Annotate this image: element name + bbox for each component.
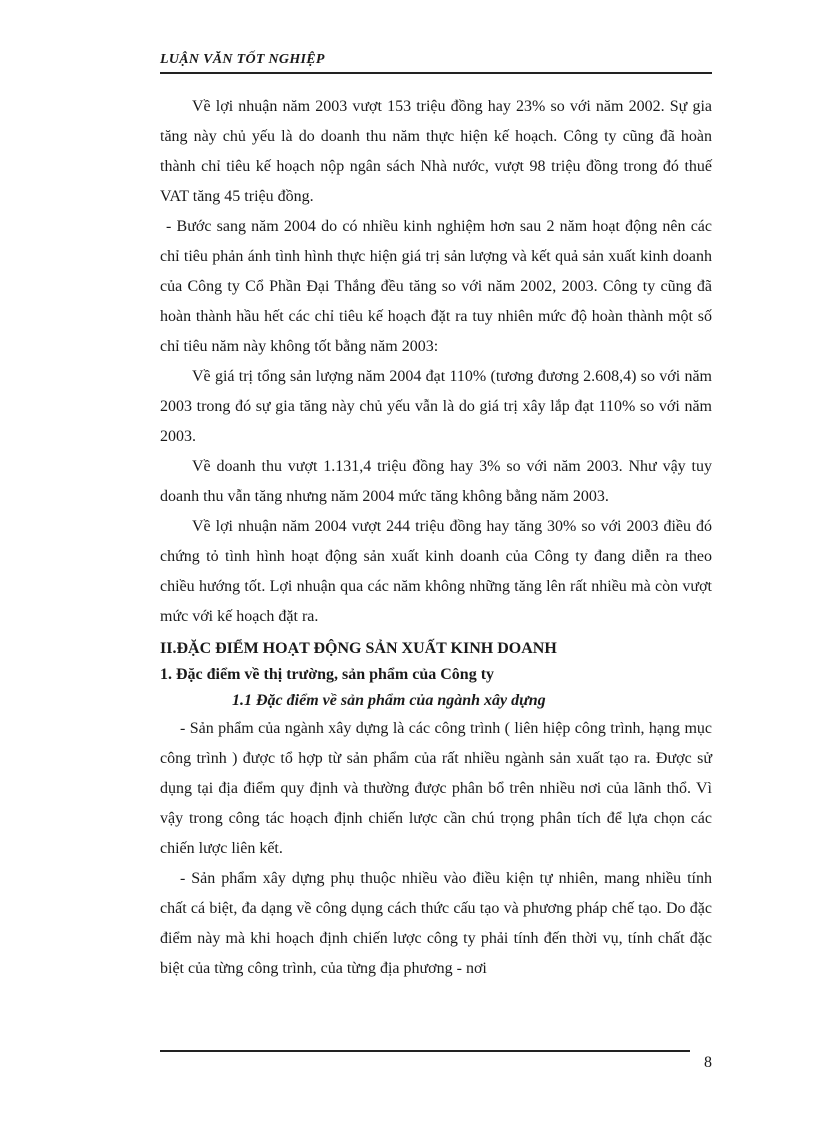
section-heading: II.ĐẶC ĐIỂM HOẠT ĐỘNG SẢN XUẤT KINH DOANH — [160, 640, 557, 657]
subsubsection-heading: 1.1 Đặc điểm về sản phẩm của ngành xây dựng — [232, 692, 546, 709]
paragraph-construction-products: - Sản phẩm của ngành xây dựng là các công trình ( liên hiệp công trình, hạng mục công trình ) được tổ hợp từ sản phẩm của rất nhiều ngành sản xuất tạo ra. Được sử dụng tại địa điểm quy định và thường được phân bổ trên nhiều nơi của lãnh thổ. Vì vậy trong công tác hoạch định chiến lược cần chú trọng phân tích để lựa chọn các chiến lược liên kết. — [160, 720, 712, 857]
paragraph-natural-conditions: - Sản phẩm xây dựng phụ thuộc nhiều vào điều kiện tự nhiên, mang nhiều tính chất cá biệt, đa dạng về công dụng cách thức cấu tạo và phương pháp chế tạo. Do đặc điểm này mà khi hoạch định chiến lược công ty phải tính đến thời vụ, tính chất đặc biệt của từng công trình, của từng địa phương - nơi — [160, 870, 712, 977]
footer-rule — [160, 1050, 690, 1052]
paragraph-revenue-2004: Về doanh thu vượt 1.131,4 triệu đồng hay 3% so với năm 2003. Như vậy tuy doanh thu vẫn tăng nhưng năm 2004 mức tăng không bằng năm 2003. — [160, 458, 712, 505]
subsection-heading: 1. Đặc điểm về thị trường, sản phẩm của Công ty — [160, 666, 495, 683]
running-header-title: LUẬN VĂN TỐT NGHIỆP — [160, 52, 325, 67]
page-content — [160, 92, 712, 984]
page-number: 8 — [704, 1054, 712, 1071]
paragraph-profit-2003: Về lợi nhuận năm 2003 vượt 153 triệu đồng hay 23% so với năm 2002. Sự gia tăng này chủ yếu là do doanh thu năm thực hiện kế hoạch. Công ty cũng đã hoàn thành chỉ tiêu kế hoạch nộp ngân sách Nhà nước, vượt 98 triệu đồng trong đó thuế VAT tăng 45 triệu đồng. — [160, 98, 712, 205]
header-rule — [160, 72, 712, 74]
paragraph-profit-2004: Về lợi nhuận năm 2004 vượt 244 triệu đồng hay tăng 30% so với 2003 điều đó chứng tỏ tình hình hoạt động sản xuất kinh doanh của Công ty đang diễn ra theo chiều hướng tốt. Lợi nhuận qua các năm không những tăng lên rất nhiều mà còn vượt mức với kế hoạch đặt ra. — [160, 518, 712, 625]
paragraph-output-value-2004: Về giá trị tổng sản lượng năm 2004 đạt 110% (tương đương 2.608,4) so với năm 2003 trong đó sự gia tăng này chủ yếu vẫn là do giá trị xây lắp đạt 110% so với năm 2003. — [160, 368, 712, 445]
paragraph-2004-overview: - Bước sang năm 2004 do có nhiều kinh nghiệm hơn sau 2 năm hoạt động nên các chỉ tiêu phản ánh tình hình thực hiện giá trị sản lượng và kết quả sản xuất kinh doanh của Công ty Cổ Phần Đại Thắng đều tăng so với năm 2002, 2003. Công ty cũng đã hoàn thành hầu hết các chỉ tiêu kế hoạch đặt ra tuy nhiên mức độ hoàn thành một số chỉ tiêu năm này không tốt bằng năm 2003: — [160, 218, 712, 355]
